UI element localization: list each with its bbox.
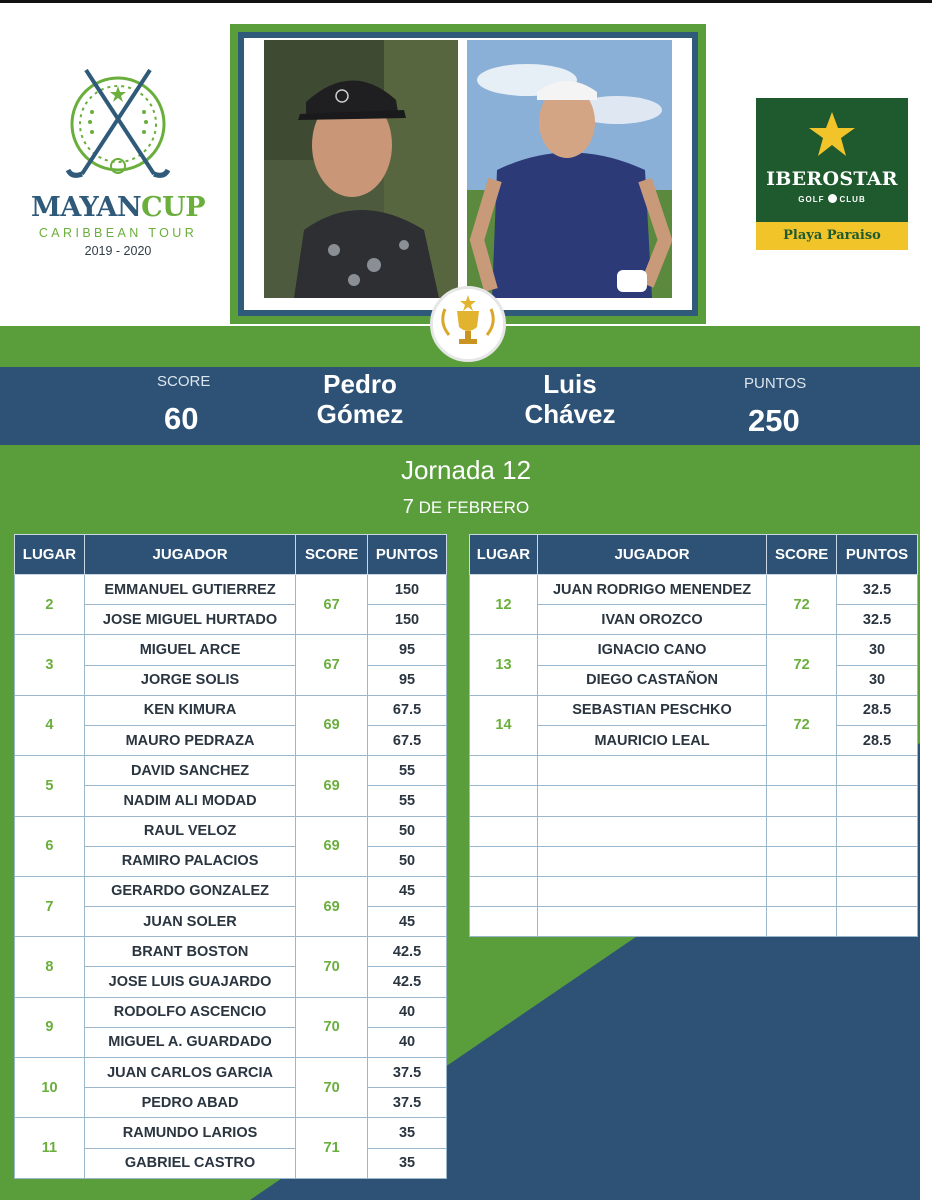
star-icon xyxy=(808,110,856,160)
player-name-cell: EMMANUEL GUTIERREZ xyxy=(84,575,295,605)
empty-cell xyxy=(537,907,766,937)
player-name-cell: DAVID SANCHEZ xyxy=(84,756,295,786)
winner-photo-2 xyxy=(467,40,672,298)
points-cell: 95 xyxy=(368,635,447,665)
player-name-cell: IVAN OROZCO xyxy=(537,605,766,635)
player-name-cell: DIEGO CASTAÑON xyxy=(537,665,766,695)
player-name-cell: SEBASTIAN PESCHKO xyxy=(537,695,766,725)
mayan-cup-logo xyxy=(18,62,218,272)
empty-cell xyxy=(837,786,918,816)
winner-1-last-name: Gómez xyxy=(316,399,404,429)
header-puntos: PUNTOS xyxy=(368,535,447,575)
player-name-cell: MIGUEL A. GUARDADO xyxy=(84,1027,295,1057)
header-score: SCORE xyxy=(767,535,837,575)
points-cell: 42.5 xyxy=(368,967,447,997)
table-row xyxy=(15,695,447,725)
table-row xyxy=(470,695,918,725)
sponsor-name: IBEROSTAR xyxy=(766,168,898,190)
round-date xyxy=(0,496,932,519)
empty-table-row xyxy=(470,846,918,876)
empty-cell xyxy=(837,816,918,846)
table-row xyxy=(470,605,918,635)
empty-table-row xyxy=(470,907,918,937)
player-name-cell: JOSE MIGUEL HURTADO xyxy=(84,605,295,635)
player-name-cell: GABRIEL CASTRO xyxy=(84,1148,295,1178)
empty-cell xyxy=(767,876,837,906)
winner-1-name xyxy=(280,369,440,429)
score-cell: 71 xyxy=(296,1118,368,1178)
empty-cell xyxy=(537,876,766,906)
winner-2-name xyxy=(490,369,650,429)
player-name-cell: IGNACIO CANO xyxy=(537,635,766,665)
empty-cell xyxy=(767,816,837,846)
table-row xyxy=(470,725,918,755)
place-cell: 14 xyxy=(470,695,538,755)
points-cell: 30 xyxy=(837,665,918,695)
place-cell: 3 xyxy=(15,635,85,695)
points-cell: 32.5 xyxy=(837,575,918,605)
points-cell: 40 xyxy=(368,997,447,1027)
place-cell: 5 xyxy=(15,756,85,816)
logo-subtitle: CARIBBEAN TOUR xyxy=(38,226,198,240)
place-cell: 9 xyxy=(15,997,85,1057)
results-table-right xyxy=(469,534,918,937)
empty-table-row xyxy=(470,816,918,846)
empty-cell xyxy=(767,756,837,786)
points-cell: 35 xyxy=(368,1118,447,1148)
points-cell: 150 xyxy=(368,575,447,605)
score-value: 60 xyxy=(164,401,199,436)
player-name-cell: NADIM ALI MODAD xyxy=(84,786,295,816)
score-cell: 69 xyxy=(296,695,368,755)
winner-1-first-name: Pedro xyxy=(323,369,397,399)
points-cell: 42.5 xyxy=(368,937,447,967)
place-cell: 13 xyxy=(470,635,538,695)
empty-cell xyxy=(537,846,766,876)
empty-cell xyxy=(470,876,538,906)
score-cell: 69 xyxy=(296,816,368,876)
player-name-cell: RAMIRO PALACIOS xyxy=(84,846,295,876)
points-value: 250 xyxy=(748,403,800,438)
table-row xyxy=(15,756,447,786)
table-row xyxy=(470,665,918,695)
points-cell: 150 xyxy=(368,605,447,635)
place-cell: 11 xyxy=(15,1118,85,1178)
table-row xyxy=(15,575,447,605)
points-cell: 40 xyxy=(368,1027,447,1057)
empty-cell xyxy=(767,907,837,937)
points-cell: 37.5 xyxy=(368,1088,447,1118)
score-cell: 69 xyxy=(296,756,368,816)
sponsor-golf-label: GOLF xyxy=(798,195,825,204)
header-puntos: PUNTOS xyxy=(837,535,918,575)
table-row xyxy=(15,635,447,665)
score-label: SCORE xyxy=(157,373,211,390)
points-cell: 30 xyxy=(837,635,918,665)
table-row xyxy=(15,937,447,967)
sponsor-club-label: CLUB xyxy=(839,195,866,204)
empty-table-row xyxy=(470,756,918,786)
empty-cell xyxy=(837,876,918,906)
empty-cell xyxy=(837,846,918,876)
empty-cell xyxy=(537,816,766,846)
points-cell: 67.5 xyxy=(368,725,447,755)
crossed-golf-clubs-icon xyxy=(56,62,180,188)
place-cell: 8 xyxy=(15,937,85,997)
table-row xyxy=(15,1058,447,1088)
player-name-cell: JORGE SOLIS xyxy=(84,665,295,695)
score-cell: 70 xyxy=(296,997,368,1057)
table-row xyxy=(15,997,447,1027)
empty-cell xyxy=(470,756,538,786)
empty-cell xyxy=(470,846,538,876)
points-cell: 50 xyxy=(368,846,447,876)
player-name-cell: JUAN CARLOS GARCIA xyxy=(84,1058,295,1088)
golf-ball-icon xyxy=(828,194,837,203)
winners-photo-frame xyxy=(230,24,706,324)
results-table-left xyxy=(14,534,447,1179)
empty-cell xyxy=(470,816,538,846)
header-lugar: LUGAR xyxy=(15,535,85,575)
player-name-cell: JOSE LUIS GUAJARDO xyxy=(84,967,295,997)
player-name-cell: JUAN SOLER xyxy=(84,907,295,937)
points-cell: 45 xyxy=(368,876,447,906)
place-cell: 7 xyxy=(15,876,85,936)
score-cell: 67 xyxy=(296,635,368,695)
player-name-cell: MAURO PEDRAZA xyxy=(84,725,295,755)
place-cell: 12 xyxy=(470,575,538,635)
points-cell: 67.5 xyxy=(368,695,447,725)
empty-cell xyxy=(537,786,766,816)
table-row xyxy=(15,876,447,906)
results-body-left xyxy=(15,575,447,1179)
points-cell: 55 xyxy=(368,786,447,816)
winner-band xyxy=(0,367,920,445)
empty-cell xyxy=(537,756,766,786)
score-cell: 69 xyxy=(296,876,368,936)
table-row xyxy=(15,816,447,846)
results-body-right xyxy=(470,575,918,937)
table-row xyxy=(470,635,918,665)
score-cell: 67 xyxy=(296,575,368,635)
empty-cell xyxy=(470,907,538,937)
points-label: PUNTOS xyxy=(744,375,807,392)
empty-table-row xyxy=(470,876,918,906)
player-name-cell: JUAN RODRIGO MENENDEZ xyxy=(537,575,766,605)
points-cell: 32.5 xyxy=(837,605,918,635)
player-name-cell: GERARDO GONZALEZ xyxy=(84,876,295,906)
table-row xyxy=(15,1118,447,1148)
header-jugador: JUGADOR xyxy=(537,535,766,575)
empty-cell xyxy=(837,907,918,937)
table-row xyxy=(470,575,918,605)
score-cell: 72 xyxy=(767,635,837,695)
empty-cell xyxy=(767,786,837,816)
score-cell: 70 xyxy=(296,1058,368,1118)
player-name-cell: MIGUEL ARCE xyxy=(84,635,295,665)
points-cell: 55 xyxy=(368,756,447,786)
place-cell: 4 xyxy=(15,695,85,755)
place-cell: 2 xyxy=(15,575,85,635)
logo-word-accent: CUP xyxy=(141,192,205,223)
header-jugador: JUGADOR xyxy=(84,535,295,575)
empty-cell xyxy=(767,846,837,876)
empty-cell xyxy=(837,756,918,786)
player-name-cell: RAMUNDO LARIOS xyxy=(84,1118,295,1148)
points-cell: 50 xyxy=(368,816,447,846)
empty-cell xyxy=(470,786,538,816)
player-name-cell: RAUL VELOZ xyxy=(84,816,295,846)
player-name-cell: MAURICIO LEAL xyxy=(537,725,766,755)
points-cell: 28.5 xyxy=(837,725,918,755)
trophy-badge xyxy=(430,286,506,362)
place-cell: 10 xyxy=(15,1058,85,1118)
sponsor-location: Playa Paraiso xyxy=(756,222,908,250)
round-date-month: DE FEBRERO xyxy=(418,498,530,517)
round-date-day: 7 xyxy=(402,496,414,518)
header-lugar: LUGAR xyxy=(470,535,538,575)
points-cell: 45 xyxy=(368,907,447,937)
player-name-cell: BRANT BOSTON xyxy=(84,937,295,967)
top-edge xyxy=(0,0,932,3)
player-name-cell: RODOLFO ASCENCIO xyxy=(84,997,295,1027)
score-cell: 70 xyxy=(296,937,368,997)
winner-photo-1 xyxy=(264,40,458,298)
player-name-cell: PEDRO ABAD xyxy=(84,1088,295,1118)
score-cell: 72 xyxy=(767,575,837,635)
place-cell: 6 xyxy=(15,816,85,876)
points-cell: 28.5 xyxy=(837,695,918,725)
sponsor-golf-club xyxy=(756,194,908,204)
header-score: SCORE xyxy=(296,535,368,575)
winner-2-first-name: Luis xyxy=(543,369,597,399)
points-cell: 35 xyxy=(368,1148,447,1178)
empty-table-row xyxy=(470,786,918,816)
round-title: Jornada 12 xyxy=(400,455,532,485)
points-cell: 37.5 xyxy=(368,1058,447,1088)
iberostar-sponsor-logo xyxy=(756,98,908,250)
trophy-icon xyxy=(433,289,503,359)
logo-years: 2019 - 2020 xyxy=(84,244,152,258)
logo-word-main: MAYAN xyxy=(30,192,142,223)
logo-wordmark xyxy=(18,192,218,223)
points-cell: 95 xyxy=(368,665,447,695)
winner-2-last-name: Chávez xyxy=(524,399,616,429)
player-name-cell: KEN KIMURA xyxy=(84,695,295,725)
score-cell: 72 xyxy=(767,695,837,755)
